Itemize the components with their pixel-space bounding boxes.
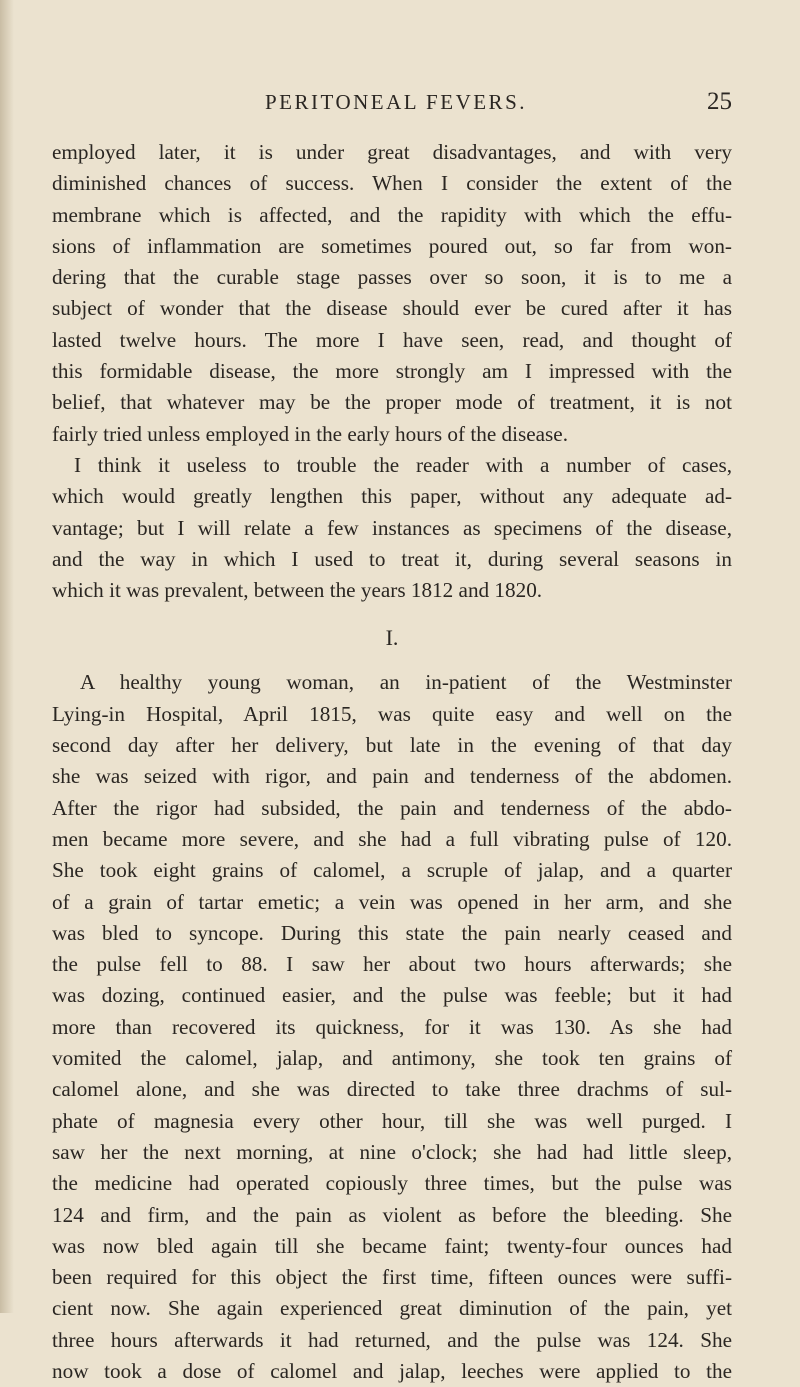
text-line: this formidable disease, the more strongly am I impressed with the bbox=[52, 359, 732, 384]
text-line: saw her the next morning, at nine o'clock; she had had little sleep, bbox=[52, 1139, 732, 1164]
text-line: now took a dose of calomel and jalap, leeches were applied to the bbox=[52, 1358, 732, 1383]
text-line: sions of inflammation are sometimes poured out, so far from won- bbox=[52, 233, 732, 258]
text-line: which would greatly lengthen this paper, without any adequate ad- bbox=[52, 484, 732, 509]
text-line: vantage; but I will relate a few instances as specimens of the disease, bbox=[52, 515, 732, 540]
page-header bbox=[60, 88, 732, 118]
text-line: second day after her delivery, but late in the evening of that day bbox=[52, 733, 732, 758]
text-line: employed later, it is under great disadvantages, and with very bbox=[52, 140, 732, 164]
text-line: Lying-in Hospital, April 1815, was quite easy and well on the bbox=[52, 701, 732, 726]
text-line: of a grain of tartar emetic; a vein was opened in her arm, and she bbox=[52, 889, 732, 914]
text-line: She took eight grains of calomel, a scruple of jalap, and a quarter bbox=[52, 858, 732, 883]
text-line: she was seized with rigor, and pain and tenderness of the abdomen. bbox=[52, 764, 732, 789]
section-numeral: I. bbox=[385, 625, 399, 651]
text-line: was dozing, continued easier, and the pulse was feeble; but it had bbox=[52, 983, 732, 1008]
text-line: more than recovered its quickness, for it was 130. As she had bbox=[52, 1014, 732, 1039]
text-line: cient now. She again experienced great diminution of the pain, yet bbox=[52, 1296, 732, 1321]
paragraph-continuation bbox=[52, 137, 732, 450]
text-line: which it was prevalent, between the years 1812 and 1820. bbox=[52, 578, 543, 603]
text-line: subject of wonder that the disease should ever be cured after it has bbox=[52, 296, 732, 321]
text-line: the medicine had operated copiously three times, but the pulse was bbox=[52, 1171, 732, 1196]
page-number: 25 bbox=[707, 88, 732, 115]
text-line: phate of magnesia every other hour, till she was well purged. I bbox=[52, 1108, 732, 1133]
body-text bbox=[52, 137, 732, 1387]
text-line: membrane which is affected, and the rapidity with which the effu- bbox=[52, 202, 732, 227]
text-line: was now bled again till she became faint; twenty-four ounces had bbox=[52, 1233, 732, 1258]
text-line: After the rigor had subsided, the pain and tenderness of the abdo- bbox=[52, 795, 732, 820]
page-binding-shadow bbox=[0, 0, 14, 1313]
text-line: the pulse fell to 88. I saw her about two hours afterwards; she bbox=[52, 952, 732, 977]
text-line: men became more severe, and she had a full vibrating pulse of 120. bbox=[52, 826, 732, 851]
text-line: three hours afterwards it had returned, and the pulse was 124. She bbox=[52, 1327, 732, 1352]
text-line: belief, that whatever may be the proper mode of treatment, it is not bbox=[52, 390, 732, 415]
text-line: A healthy young woman, an in-patient of the Westminster bbox=[80, 670, 732, 695]
text-line: 124 and firm, and the pain as violent as before the bleeding. She bbox=[52, 1202, 732, 1227]
text-line: vomited the calomel, jalap, and antimony, she took ten grains of bbox=[52, 1046, 732, 1071]
text-line: lasted twelve hours. The more I have seen, read, and thought of bbox=[52, 327, 732, 352]
text-line: I think it useless to trouble the reader with a number of cases, bbox=[74, 452, 732, 477]
text-line: calomel alone, and she was directed to take three drachms of sul- bbox=[52, 1077, 732, 1102]
text-line: diminished chances of success. When I consider the extent of the bbox=[52, 171, 732, 196]
running-title: PERITONEAL FEVERS. bbox=[264, 90, 527, 114]
text-line: been required for this object the first time, fifteen ounces were suffi- bbox=[52, 1265, 732, 1290]
text-line: fairly tried unless employed in the early hours of the disease. bbox=[52, 421, 569, 446]
paragraph-cases-intro bbox=[52, 450, 732, 606]
text-line: was bled to syncope. During this state the pain nearly ceased and bbox=[52, 920, 732, 945]
paragraph-case-one bbox=[52, 667, 732, 1387]
text-line: dering that the curable stage passes over so soon, it is to me a bbox=[52, 265, 732, 290]
text-line: and the way in which I used to treat it, during several seasons in bbox=[52, 546, 732, 571]
